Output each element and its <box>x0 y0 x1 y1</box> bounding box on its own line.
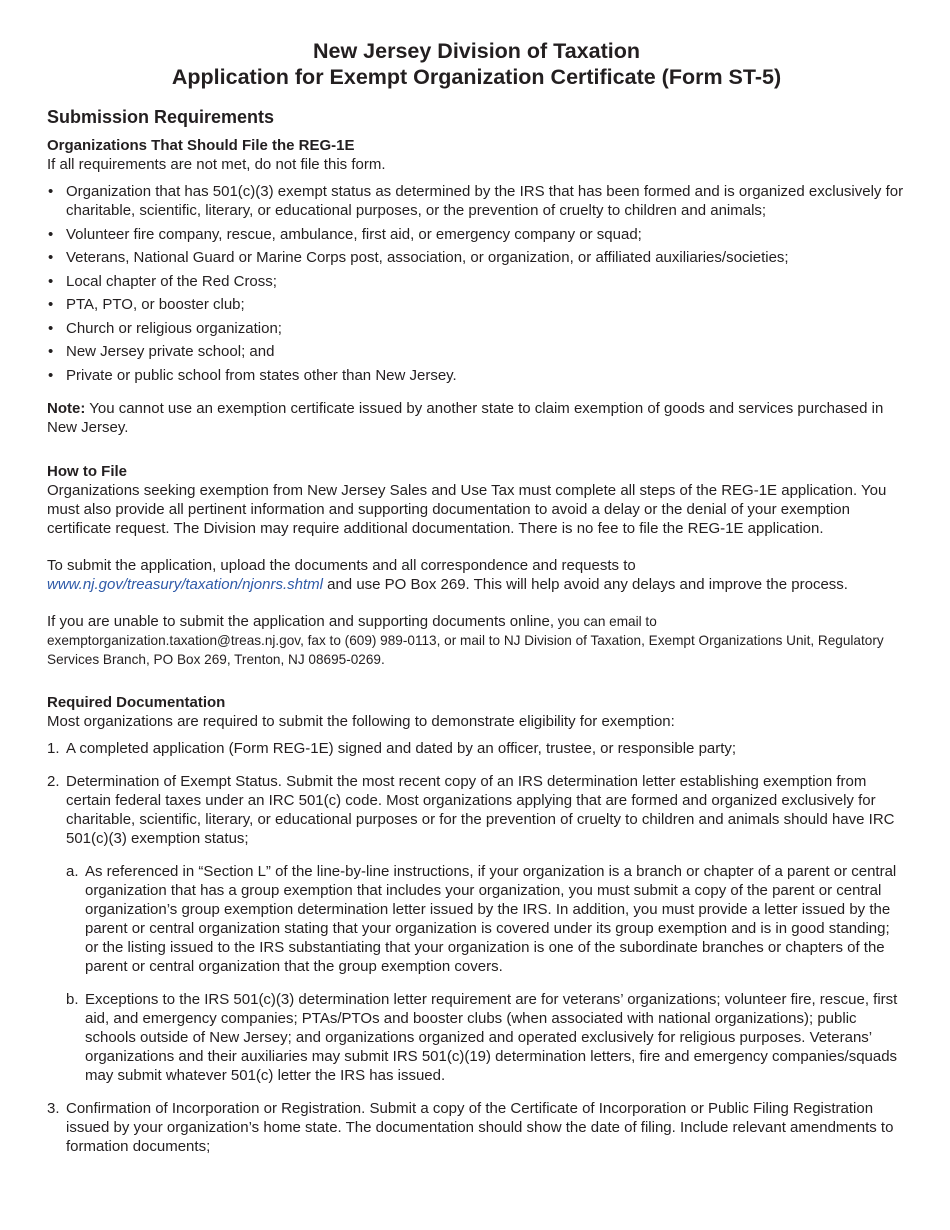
list-item: • Local chapter of the Red Cross; <box>47 272 906 291</box>
list-item: • Veterans, National Guard or Marine Corps post, association, or organization, or affiliated auxiliaries/societies; <box>47 248 906 267</box>
list-item: • PTA, PTO, or booster club; <box>47 295 906 314</box>
how-paragraph-3: If you are unable to submit the application and supporting documents online, you can email to exemptorganization.taxation@treas.nj.gov, fax to (609) 989-0113, or mail to NJ Division of Taxation, Exempt Organizations Unit, Regulatory Services Branch, PO Box 269, Trenton, NJ 08695-0269. <box>47 612 884 667</box>
who-intro: If all requirements are not met, do not file this form. <box>47 156 386 173</box>
who-heading: Organizations That Should File the REG-1E <box>47 137 355 154</box>
docs-intro: Most organizations are required to submit the following to demonstrate eligibility for exemption: <box>47 712 675 730</box>
note: Note: You cannot use an exemption certificate issued by another state to claim exemption of goods and services purchased in New Jersey. <box>47 399 884 436</box>
list-item: • Organization that has 501(c)(3) exempt status as determined by the IRS that has been formed and is organized exclusively for charitable, scientific, literary, or educational purposes, or the prevention of cruelty to children and animals; <box>47 182 906 220</box>
sub-list-item: a. As referenced in “Section L” of the line-by-line instructions, if your organization is a branch or chapter of a parent or central organization that has a group exemption that includes your organization, you must submit a copy of the parent or central organization’s group exemption determination letter issued by the IRS. In addition, you must provide a letter issued by the parent or central organization stating that your organization is covered under its group exemption and is in good standing; or the listing issued to the IRS substantiating that your organization is one of the subordinate branches or chapters of the parent or central organization that the group exemption covers. <box>66 862 897 975</box>
list-item: 3. Confirmation of Incorporation or Registration. Submit a copy of the Certificate of Incorporation or Public Filing Registration issued by your organization’s home state. The documentation should show the date of filing. Include relevant amendments to formation documents; <box>47 1099 894 1155</box>
how-paragraph-1: Organizations seeking exemption from New Jersey Sales and Use Tax must complete all steps of the REG-1E application. You must also provide all pertinent information and supporting documentation to avoid a delay or the denial of your exemption certificate request. The Division may require additional documentation. There is no fee to file the REG-1E application. <box>47 481 887 537</box>
list-item: 2. Determination of Exempt Status. Submit the most recent copy of an IRS determination letter establishing exemption from certain federal taxes under an IRC 501(c) code. Most organizations applying that are formed and organized exclusively for charitable, scientific, literary, or educational purposes or for the prevention of cruelty to children and animals should have IRC 501(c)(3) exemption status; a. As referenced in “Section L” of the line-by-line instructions, if your organization is a branch or chapter of a parent or central organization that has a group exemption that includes your organization, you must submit a copy of the parent or central organization’s group exemption determination letter issued by the IRS. In addition, you must provide a letter issued by the parent or central organization stating that your organization is covered under its group exemption and is in good standing; or the listing issued to the IRS substantiating that your organization is one of the subordinate branches or chapters of the parent or central organization that the group exemption covers. b. Exceptions to the IRS 501(c)(3) determination letter requirement are for veterans’ organizations; volunteer fire, rescue, first aid, and emergency companies; PTAs/PTOs and booster clubs (when associated with national organizations); public schools outside of New Jersey; and organizations organized and operated exclusively for religious purposes. Veterans’ organizations and their auxiliaries may submit IRS 501(c)(19) determination letters, fire and emergency companies/squads may submit whatever 501(c) letter the IRS has issued. <box>47 772 906 1085</box>
list-item: 1. A completed application (Form REG-1E) signed and dated by an officer, trustee, or responsible party; <box>47 739 737 757</box>
sub-list-item: b. Exceptions to the IRS 501(c)(3) determination letter requirement are for veterans’ organizations; volunteer fire, rescue, first aid, and emergency companies; PTAs/PTOs and booster clubs (when associated with national organizations); public schools outside of New Jersey; and organizations organized and operated exclusively for religious purposes. Veterans’ organizations and their auxiliaries may submit IRS 501(c)(19) determination letters, fire and emergency companies/squads may submit whatever 501(c) letter the IRS has issued. <box>66 990 898 1084</box>
sub-list <box>66 862 906 1085</box>
docs-heading: Required Documentation <box>47 693 226 711</box>
required-documents-list <box>47 739 906 1156</box>
list-item: • New Jersey private school; and <box>47 342 906 361</box>
list-item: • Church or religious organization; <box>47 319 906 338</box>
list-item: • Private or public school from states other than New Jersey. <box>47 366 906 385</box>
section-title: Submission Requirements <box>47 107 275 127</box>
list-item: • Volunteer fire company, rescue, ambulance, first aid, or emergency company or squad; <box>47 225 906 244</box>
how-paragraph-2: To submit the application, upload the documents and all correspondence and requests to www.nj.gov/treasury/taxation/njonrs.shtml and use PO Box 269. This will help avoid any delays and improve the process. <box>47 556 848 593</box>
njonrs-link[interactable]: www.nj.gov/treasury/taxation/njonrs.shtml <box>47 575 323 593</box>
eligible-organizations-list <box>47 182 906 385</box>
how-heading: How to File <box>47 462 127 480</box>
document-title: New Jersey Division of Taxation Application for Exempt Organization Certificate (Form ST-5) <box>171 39 782 89</box>
